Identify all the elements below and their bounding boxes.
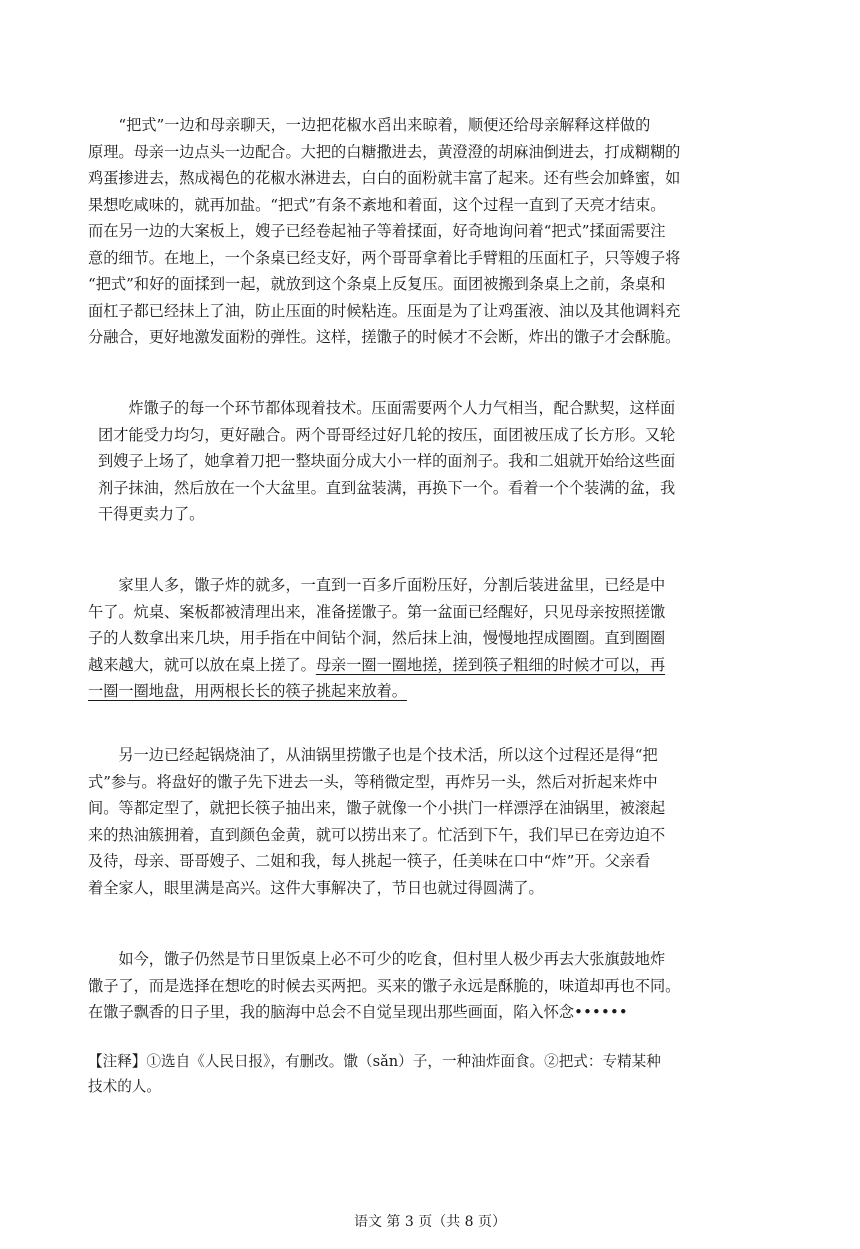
text-line: 式”参与。将盘好的馓子先下进去一头，等稍微定型，再炸另一头，然后对折起来炸中 bbox=[88, 772, 658, 791]
text-line: 来的热油簇拥着，直到颜色金黄，就可以捞出来了。忙活到下午，我们早已在旁边迫不 bbox=[88, 825, 666, 844]
text-line: 团才能受力均匀，更好融合。两个哥哥经过好几轮的按压，面团被压成了长方形。又轮 bbox=[98, 425, 676, 444]
paragraph-5 bbox=[88, 946, 778, 1026]
paragraph-3 bbox=[88, 572, 778, 705]
text-line: 午了。炕桌、案板都被清理出来，准备搓馓子。第一盆面已经醒好，只见母亲按照搓馓 bbox=[88, 602, 666, 621]
text-line: “把式”和好的面揉到一起，就放到这个条桌上反复压。面团被搬到条桌上之前，条桌和 bbox=[88, 275, 666, 293]
text-line: 意的细节。在地上，一个条桌已经支好，两个哥哥拿着比手臂粗的压面杠子，只等嫂子将 bbox=[88, 248, 681, 267]
underlined-sentence: 母亲一圈一圈地搓，搓到筷子粗细的时候才可以，再 bbox=[315, 655, 666, 674]
text-line: 剂子抹油，然后放在一个大盆里。直到盆装满，再换下一个。看着一个个装满的盆，我 bbox=[98, 478, 676, 497]
text-line: 炸馓子的每一个环节都体现着技术。压面需要两个人力气相当，配合默契，这样面 bbox=[98, 399, 676, 417]
footnote bbox=[88, 1049, 788, 1099]
text-line: 到嫂子上场了，她拿着刀把一整块面分成大小一样的面剂子。我和二姐就开始给这些面 bbox=[98, 452, 676, 470]
footnote-line: 【注释】①选自《人民日报》，有删改。馓（sǎn）子，一种油炸面食。②把式：专精某种 bbox=[88, 1053, 661, 1070]
text-fragment: 越来越大，就可以放在桌上搓了。 bbox=[88, 655, 316, 674]
text-line: 及待，母亲、哥哥嫂子、二姐和我，每人挑起一筷子，任美味在口中“炸”开。父亲看 bbox=[88, 852, 651, 870]
paragraph-4 bbox=[88, 742, 778, 901]
text-line: 着全家人，眼里满是高兴。这件大事解决了，节日也就过得圆满了。 bbox=[88, 878, 544, 897]
text-line: 而在另一边的大案板上，嫂子已经卷起袖子等着揉面，好奇地询问着“把式”揉面需要注 bbox=[88, 222, 666, 240]
text-line: 原理。母亲一边点头一边配合。大把的白糖撒进去，黄澄澄的胡麻油倒进去，打成糊糊的 bbox=[88, 142, 681, 161]
text-line-with-underline bbox=[88, 652, 778, 679]
text-line: 馓子了，而是选择在想吃的时候去买两把。买来的馓子永远是酥脆的，味道却再也不同。 bbox=[88, 976, 681, 995]
text-line: 间。等都定型了，就把长筷子抽出来，馓子就像一个小拱门一样漂浮在油锅里，被滚起 bbox=[88, 799, 666, 817]
text-line: 在馓子飘香的日子里，我的脑海中总会不自觉呈现出那些画面，陷入怀念•••••• bbox=[88, 1003, 628, 1021]
text-line: 如今，馓子仍然是节日里饭桌上必不可少的吃食，但村里人极少再去大张旗鼓地炸 bbox=[88, 950, 666, 968]
text-line: 干得更卖力了。 bbox=[98, 505, 205, 523]
text-line: 鸡蛋掺进去，熬成褐色的花椒水淋进去，白白的面粉就丰富了起来。还有些会加蜂蜜，如 bbox=[88, 169, 681, 187]
page-footer: 语文 第 3 页（共 8 页） bbox=[353, 1214, 507, 1230]
text-line: 家里人多，馓子炸的就多，一直到一百多斤面粉压好，分割后装进盆里，已经是中 bbox=[88, 576, 666, 594]
text-line: 面杠子都已经抹上了油，防止压面的时候粘连。压面是为了让鸡蛋液、油以及其他调料充 bbox=[88, 301, 681, 320]
text-line: “把式”一边和母亲聊天，一边把花椒水舀出来晾着，顺便还给母亲解释这样做的 bbox=[88, 116, 651, 134]
text-line: 果想吃咸味的，就再加盐。“把式”有条不紊地和着面，这个过程一直到了天亮才结束。 bbox=[88, 195, 666, 214]
text-line: 子的人数拿出来几块，用手指在中间钻个洞，然后抹上油，慢慢地捏成圈圈。直到圈圈 bbox=[88, 629, 666, 647]
text-line: 另一边已经起锅烧油了，从油锅里捞馓子也是个技术活，所以这个过程还是得“把 bbox=[88, 746, 658, 764]
paragraph-2 bbox=[98, 395, 778, 528]
footnote-line: 技术的人。 bbox=[88, 1078, 161, 1095]
underlined-sentence: 一圈一圈地盘，用两根长长的筷子挑起来放着。 bbox=[88, 682, 407, 700]
text-line: 分融合，更好地激发面粉的弹性。这样，搓馓子的时候才不会断，炸出的馓子才会酥脆。 bbox=[88, 328, 681, 346]
paragraph-1 bbox=[88, 112, 778, 351]
